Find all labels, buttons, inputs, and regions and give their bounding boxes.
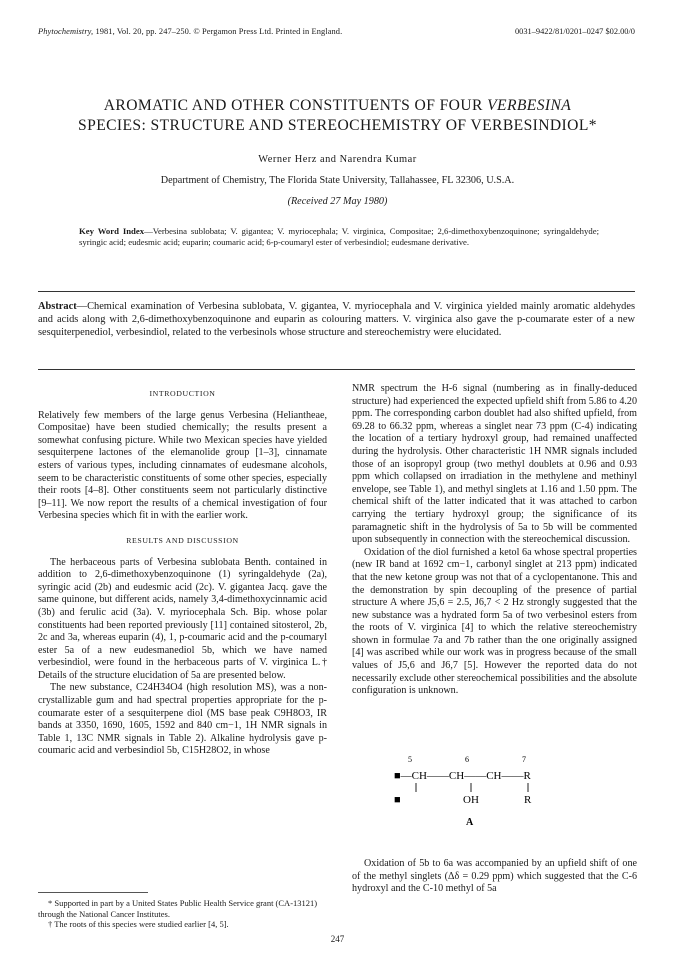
right-paragraph-3: Oxidation of 5b to 6a was accompanied by an upfield shift of one of the methyl singlets (Δδ = 0.29 ppm) which suggested that the C-6 hydroxyl and the C-10 methyl of 5a [352, 858, 637, 895]
right-paragraph-1: NMR spectrum the H-6 signal (numbering as in finally-deduced structure) had experienced the expected upfield shift from 5.86 to 4.20 ppm. The corresponding carbon doublet had also shifted upfield, from 69.28 to 66.32 ppm, whereas a singlet near 73 ppm (C-4) indicating the location of a tertiary hydroxyl group, had remained unaffected during the hydrolysis. Other characteristic 1H NMR signals included those of an isopropyl group (two methyl doublets at 0.96 and 0.93 ppm which collapsed on irradiation in the methylene and methinyl envelope, see Table 1), and methyl singlets at 1.16 and 1.50 ppm. The chemical shift of the latter indicated that it was attached to carbon carrying the tertiary hydroxyl group; the significance of its paramagnetic shift in the hydrolysis of 5a to 5b will be commented upon subsequently in connection with the stereochemical discussion. [352, 383, 637, 546]
journal-citation [38, 27, 342, 36]
structure-sub-left: ■ [394, 794, 401, 806]
article-code: 0031–9422/81/0201–0247 $02.00/0 [514, 27, 635, 36]
structure-main-chain: ■—CH——CH——CH——R [394, 770, 531, 782]
structure-num-6: 6 [465, 755, 469, 764]
article-title [30, 96, 645, 136]
title-line2: SPECIES: STRUCTURE AND STEREOCHEMISTRY OF VERBESINDIOL* [78, 117, 597, 134]
results-paragraph-2: The new substance, C24H34O4 (high resolution MS), was a non-crystallizable gum and had spectral properties appropriate for the p-coumarate ester of a sesquiterpene diol (MS base peak C9H8O3, IR bands at 3350, 1690, 1605, 1592 and 840 cm−1, 1H NMR signals in Table 1, 13C NMR signals in Table 2). Alkaline hydrolysis gave p-coumaric acid and verbesindiol 5b, C15H28O2, in whose [38, 682, 327, 757]
footnotes [38, 898, 327, 930]
keyword-index [79, 226, 599, 249]
partial-structure-a [380, 752, 620, 842]
right-column [352, 383, 637, 698]
footnote-1: * Supported in part by a United States Public Health Service grant (CA-13121) through the National Cancer Institutes. [38, 898, 318, 919]
journal-volume: 1981, Vol. 20, pp. 247–250. [95, 27, 192, 36]
structure-num-7: 7 [522, 755, 526, 764]
abstract-text: —Chemical examination of Verbesina sublobata, V. gigantea, V. myriocephala and V. virginica yielded mainly aromatic aldehydes and acids along with 2,6-dimethoxybenzoquinone and euparin as colouring matters. V. virginica also gave the p-coumarate ester of a new sesquiterpenediol, verbesindiol, related to the verbesinols whose structure and stereochemistry were elucidated. [38, 301, 635, 338]
page-number: 247 [330, 934, 345, 944]
left-column [38, 388, 327, 758]
results-paragraph-1: The herbaceous parts of Verbesina sublobata Benth. contained in addition to 2,6-dimethoxybenzoquinone (1) syringaldehyde (2a), syringic acid (2b) and eudesmic acid (2c). V. gigantea Jacq. gave the same quinone, but different acids, namely 3,4-dimethoxycinnamic acid (3b) and ferulic acid (3a). V. myriocephala Sch. Bip. whose polar constituents had been reported previously [11] contained sitosterol, 2b, 2c and 3a, whereas euparin (4), 1, p-coumaric acid and the p-coumaryl ester 5a of a new eudesmanediol 5b, which we have named verbesindiol, were found in the herbaceous parts of V. virginica L.† Details of the structure elucidation of 5a are presented below. [38, 556, 327, 681]
keyword-text: —Verbesina sublobata; V. gigantea; V. myriocephala; V. virginica, Compositae; 2,6-dimethoxybenzoquinone; syringaldehyde; syringic acid; eudesmic acid; euparin; coumaric acid; 6-p-coumaryl ester of verbesindiol; eudesmane derivative. [79, 226, 599, 248]
footnote-rule [38, 892, 148, 893]
authors: Werner Herz and Narendra Kumar [258, 154, 417, 165]
section-heading-results: RESULTS AND DISCUSSION [126, 535, 239, 545]
received-date: (Received 27 May 1980) [287, 196, 388, 207]
structure-label: A [466, 817, 474, 828]
right-paragraph-2: Oxidation of the diol furnished a ketol 6a whose spectral properties (new IR band at 1692 cm−1, carbonyl singlet at 213 ppm) indicated that the new ketone group was not that of a cyclopentanone. This and the demonstration by spin decoupling of the presence of partial structure A where J5,6 = 2.5, J6,7 < 2 Hz strongly suggested that the new substance was a hydrated form 5a of two verbesinol esters from the roots of V. virginica [4] to which the relative stereochemistry shown in formulae 7a and 7b rather than the one originally assigned [4] was ascribed while our work was in progress because of the small values of J5,6 and J6,7 [5]. However the reported data do not necessarily exclude other stereochemical possibilities and the absolute configuration is unknown. [352, 546, 637, 697]
structure-sub-oh: OH [463, 794, 479, 806]
structure-num-5: 5 [408, 755, 412, 764]
intro-paragraph: Relatively few members of the large genus Verbesina (Heliantheae, Compositae) have been studied chemically; the results present a somewhat confusing picture. While two Mexican species have yielded sesquiterpene lactones of the elemanolide group [1–3], cinnamate esters of various types, including cinnamates of eudesmane alcohols, seem to be characteristic constituents of some other species, especially their roots [4–8]. Other constituents seem not particularly distinctive [9–11]. We now report the results of a chemical investigation of four Verbesina species which fit in with the earlier work. [38, 409, 327, 522]
divider-bottom [38, 369, 635, 370]
section-heading-introduction: INTRODUCTION [149, 389, 216, 398]
right-paragraph-3-block [352, 858, 637, 896]
abstract [38, 300, 635, 339]
title-genus: VERBESINA [487, 97, 572, 114]
footnote-2: † The roots of this species were studied earlier [4, 5]. [48, 919, 229, 929]
journal-name: Phytochemistry, [38, 27, 94, 36]
keyword-label: Key Word Index [79, 226, 145, 236]
affiliation: Department of Chemistry, The Florida State University, Tallahassee, FL 32306, U.S.A. [160, 175, 515, 186]
title-line1: AROMATIC AND OTHER CONSTITUENTS OF FOUR [103, 97, 483, 114]
publisher: © Pergamon Press Ltd. Printed in England. [193, 27, 343, 36]
divider-top [38, 291, 635, 292]
abstract-label: Abstract [38, 301, 77, 312]
structure-sub-r: R [524, 794, 532, 806]
